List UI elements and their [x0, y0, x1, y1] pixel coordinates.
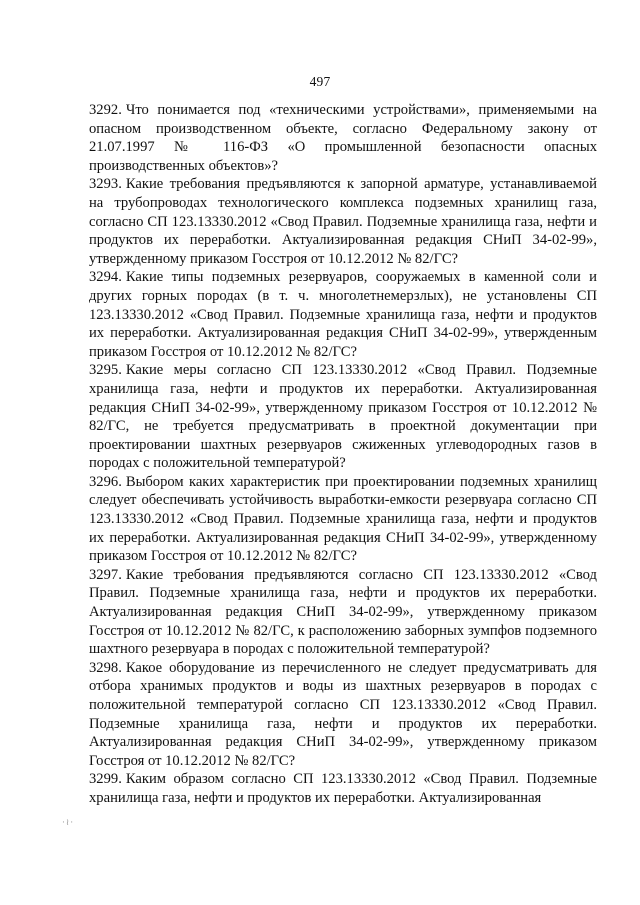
question-text: Какое оборудование из перечисленного не следует предусматривать для отбора хранимых продуктов и воды из шахтных резервуаров в породах с положительной температурой согласно СП 123.13330.2012 «Свод Правил. Подземные хранилища газа, нефти и продуктов их переработки. Актуализированная редакция СНиП 34-02-99», утвержденному приказом Госстроя от 10.12.2012 № 82/ГС? — [89, 659, 597, 769]
question-3294 — [89, 268, 597, 361]
question-3297 — [89, 566, 597, 659]
question-text: Какие требования предъявляются согласно СП 123.13330.2012 «Свод Правил. Подземные хранилища газа, нефти и продуктов их переработки. Актуализированная редакция СНиП 34-02-99», утвержденному приказом Госстроя от 10.12.2012 № 82/ГС, к расположению заборных зумпфов подземного шахтного резервуара в породах с положительной температурой? — [89, 566, 597, 658]
question-number: 3292. — [89, 102, 122, 118]
question-3296 — [89, 473, 597, 566]
question-text: Какие требования предъявляются к запорной арматуре, устанавливаемой на трубопроводах технологического комплекса подземных хранилищ газа, согласно СП 123.13330.2012 «Свод Правил. Подземные хранилища газа, нефти и продуктов их переработки. Актуализированная редакция СНиП 34-02-99», утвержденному приказом Госстроя от 10.12.2012 № 82/ГС? — [89, 176, 597, 267]
questions-list — [89, 101, 597, 808]
question-3293 — [89, 175, 597, 268]
question-text: Какие типы подземных резервуаров, сооружаемых в каменной соли и других горных породах (в т. ч. многолетнемерзлых), не установлены СП 123.13330.2012 «Свод Правил. Подземные хранилища газа, нефти и продуктов их переработки. Актуализированная редакция СНиП 34-02-99», утвержденным приказом Госстроя от 10.12.2012 № 82/ГС? — [89, 269, 597, 360]
question-number: 3298. — [89, 659, 122, 676]
question-3292 — [89, 101, 597, 175]
scan-artifact-mark: ·≀· — [62, 818, 75, 828]
question-number: 3293. — [89, 176, 122, 193]
question-text: Выбором каких характеристик при проектировании подземных хранилищ следует обеспечивать устойчивость выработки-емкости резервуара согласно СП 123.13330.2012 «Свод Правил. Подземные хранилища газа, нефти и продуктов их переработки. Актуализированная редакция СНиП 34-02-99», утвержденному приказом Госстроя от 10.12.2012 № 82/ГС? — [89, 473, 597, 565]
page-number: 497 — [309, 74, 331, 89]
question-text: Какие меры согласно СП 123.13330.2012 «Свод Правил. Подземные хранилища газа, нефти и продуктов их переработки. Актуализированная редакция СНиП 34-02-99», утвержденному приказом Госстроя от 10.12.2012 № 82/ГС, не требуется предусматривать в проектной документации при проектировании шахтных резервуаров сжиженных углеводородных газов в породах с положительной температурой? — [89, 362, 597, 472]
question-3299 — [89, 770, 597, 807]
question-3295 — [89, 361, 597, 473]
question-number: 3296. — [89, 473, 122, 490]
question-number: 3294. — [89, 269, 122, 286]
question-number: 3299. — [89, 771, 122, 788]
question-number: 3295. — [89, 362, 122, 379]
question-3298 — [89, 659, 597, 771]
question-text: Каким образом согласно СП 123.13330.2012 «Свод Правил. Подземные хранилища газа, нефти и продуктов их переработки. Актуализированная — [89, 771, 597, 806]
question-text: Что понимается под «техническими устройствами», применяемыми на опасном производственном объекте, согласно Федеральному закону от 21.07.1997 № 116-ФЗ «О промышленной безопасности опасных производственных объектов»? — [89, 102, 597, 174]
question-number: 3297. — [89, 566, 122, 583]
